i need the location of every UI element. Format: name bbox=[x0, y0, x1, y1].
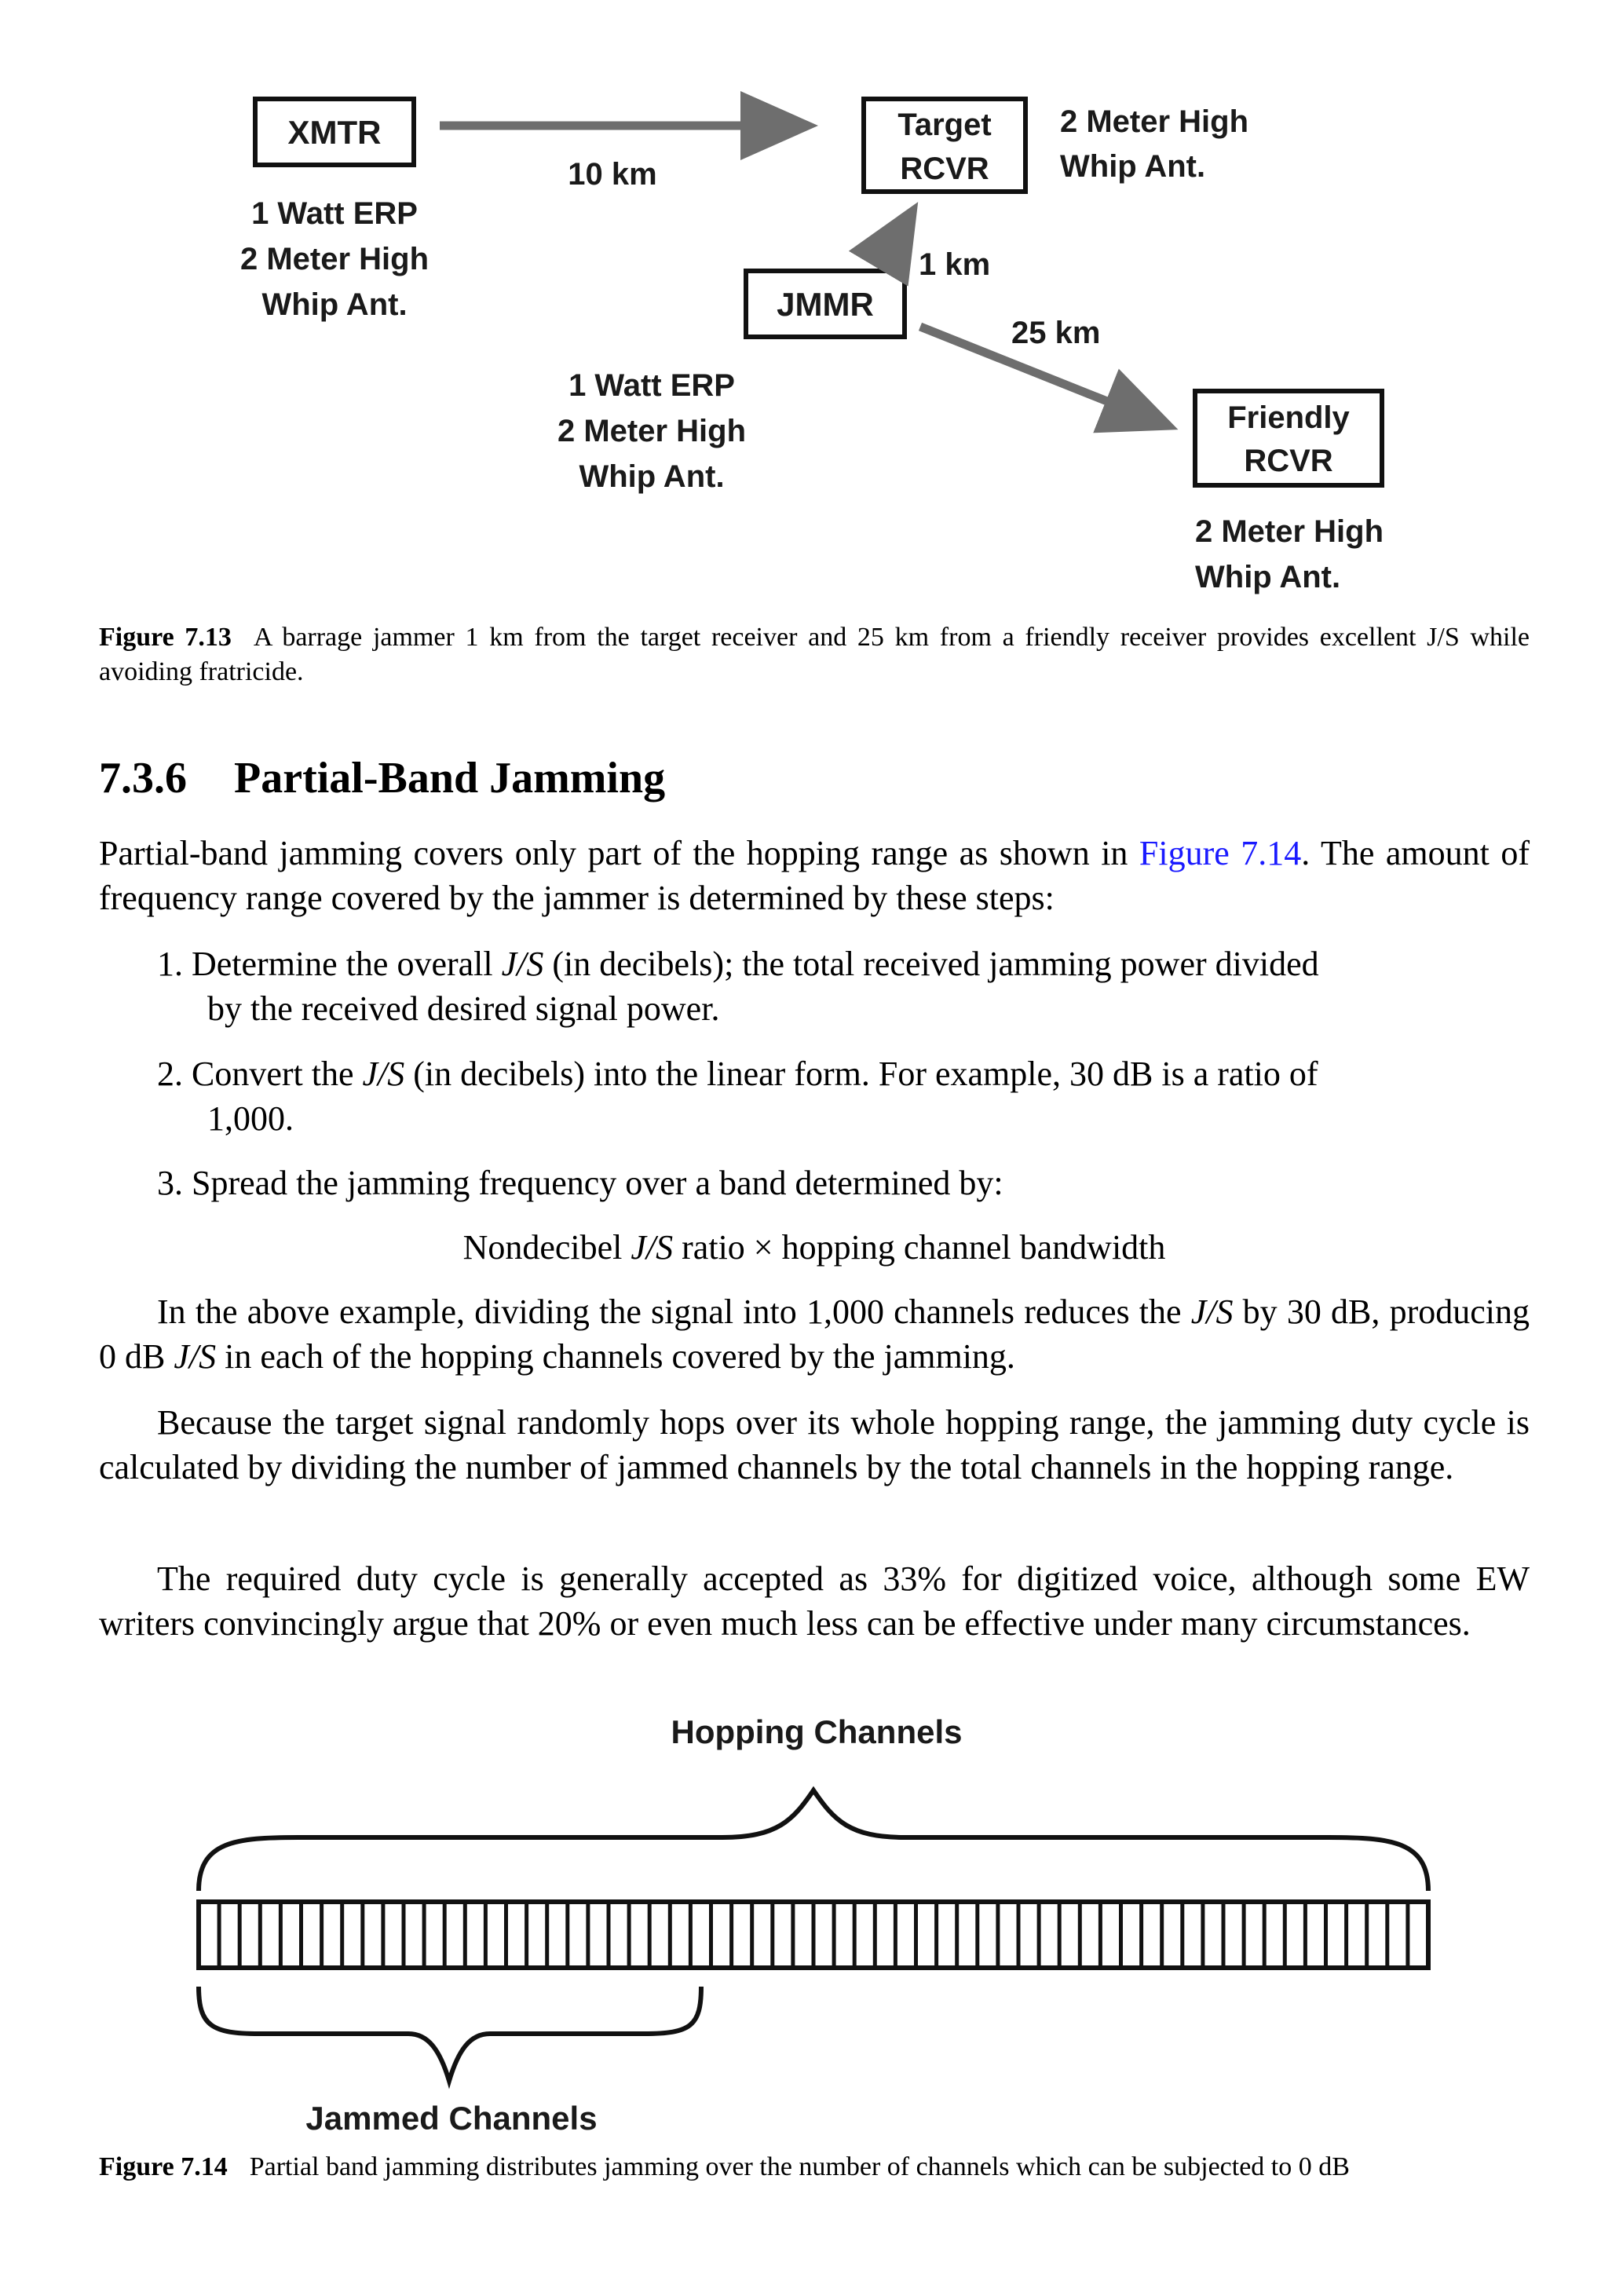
distance-label-25km: 25 km bbox=[1011, 316, 1101, 350]
channel-bar-outline bbox=[199, 1902, 1428, 1968]
distance-label-10km: 10 km bbox=[568, 157, 657, 192]
hopping-channels-brace bbox=[199, 1790, 1428, 1891]
target-rcvr-label: Target bbox=[897, 108, 992, 142]
jmmr-label: JMMR bbox=[777, 286, 874, 323]
xmtr-spec-line: Whip Ant. bbox=[261, 287, 408, 322]
js-term: J/S bbox=[501, 945, 544, 983]
step-item bbox=[157, 941, 1530, 1031]
step-text: (in decibels) into the linear form. For example, 30 dB is a ratio of bbox=[404, 1055, 1318, 1093]
js-term: J/S bbox=[362, 1055, 405, 1093]
figure-7-14-caption-text: Partial band jamming distributes jamming over the number of channels which can be subjected to 0 dB bbox=[249, 2152, 1350, 2181]
required-duty-paragraph: The required duty cycle is generally accepted as 33% for digitized voice, although some EW writers convincingly argue that 20% or even much less can be effective under many circumstances. bbox=[99, 1559, 1530, 1643]
target-rcvr-label: RCVR bbox=[900, 152, 989, 186]
step-continuation: by the received desired signal power. bbox=[207, 989, 720, 1028]
intro-text: . The amount of frequency range covered by the jammer is determined by these steps: bbox=[99, 834, 1530, 917]
jmmr-spec-line: Whip Ant. bbox=[579, 459, 725, 494]
hopping-channels-label: Hopping Channels bbox=[671, 1713, 963, 1750]
xmtr-spec-line: 2 Meter High bbox=[239, 242, 430, 276]
section-heading bbox=[99, 751, 665, 806]
jammed-channels-brace bbox=[199, 1987, 701, 2081]
friendly-spec-line: 2 Meter High bbox=[1195, 514, 1384, 549]
step-item bbox=[157, 1161, 1530, 1205]
section-number: 7.3.6 bbox=[99, 754, 187, 803]
step-number: 2. bbox=[157, 1055, 183, 1093]
friendly-rcvr-label: Friendly bbox=[1227, 400, 1350, 435]
target-spec-line: 2 Meter High bbox=[1060, 104, 1249, 139]
figure-7-13-caption bbox=[99, 620, 1530, 689]
intro-text: Partial-band jamming covers only part of the hopping range as shown in bbox=[99, 834, 1139, 872]
step-text: (in decibels); the total received jamming power divided bbox=[543, 945, 1319, 983]
step-number: 3. bbox=[157, 1164, 183, 1202]
duty-cycle-paragraph: Because the target signal randomly hops over its whole hopping range, the jamming duty cycle is calculated by dividing the number of jammed channels by the total channels in the hopping range. bbox=[99, 1403, 1530, 1486]
arrow-jmmr-to-target bbox=[879, 217, 909, 267]
friendly-rcvr-label: RCVR bbox=[1244, 444, 1333, 478]
js-term: J/S bbox=[1190, 1292, 1234, 1331]
figure-7-14-caption bbox=[99, 2150, 1530, 2184]
step-continuation: 1,000. bbox=[207, 1099, 294, 1138]
jammed-channels-label: Jammed Channels bbox=[305, 2100, 598, 2137]
paragraph-text: in each of the hopping channels covered by the jamming. bbox=[216, 1337, 1015, 1376]
xmtr-label: XMTR bbox=[287, 114, 382, 151]
section-title: Partial-Band Jamming bbox=[234, 754, 666, 803]
friendly-spec-line: Whip Ant. bbox=[1195, 560, 1341, 594]
figure-7-13-caption-text: A barrage jammer 1 km from the target receiver and 25 km from a friendly receiver provides excellent J/S while avoiding fratricide. bbox=[99, 623, 1530, 686]
formula bbox=[99, 1225, 1530, 1270]
js-term: J/S bbox=[631, 1228, 674, 1267]
formula-text: Nondecibel bbox=[462, 1228, 631, 1267]
figure-7-14-caption-label: Figure 7.14 bbox=[99, 2152, 228, 2181]
paragraph-text: In the above example, dividing the signal into 1,000 channels reduces the bbox=[157, 1292, 1191, 1331]
distance-label-1km: 1 km bbox=[919, 247, 991, 282]
step-number: 1. bbox=[157, 945, 183, 983]
formula-text: ratio × hopping channel bandwidth bbox=[673, 1228, 1166, 1267]
figure-7-14-link[interactable]: Figure 7.14 bbox=[1139, 834, 1302, 872]
example-paragraph bbox=[99, 1289, 1530, 1379]
channel-bar bbox=[199, 1902, 1428, 1968]
target-spec-line: Whip Ant. bbox=[1060, 149, 1206, 184]
jmmr-spec-line: 1 Watt ERP bbox=[568, 368, 735, 403]
step-text: Spread the jamming frequency over a band determined by: bbox=[192, 1164, 1003, 1202]
paragraph-text: by 30 dB, producing 0 dB bbox=[99, 1292, 1530, 1376]
step-text: Determine the overall bbox=[192, 945, 502, 983]
js-term: J/S bbox=[174, 1337, 217, 1376]
xmtr-spec-line: 1 Watt ERP bbox=[251, 196, 418, 231]
jmmr-spec-line: 2 Meter High bbox=[557, 414, 747, 448]
step-text: Convert the bbox=[192, 1055, 363, 1093]
step-item bbox=[157, 1051, 1530, 1141]
intro-paragraph bbox=[99, 831, 1530, 920]
figure-7-13-caption-label: Figure 7.13 bbox=[99, 623, 232, 652]
figure-7-13-diagram bbox=[0, 0, 1623, 612]
